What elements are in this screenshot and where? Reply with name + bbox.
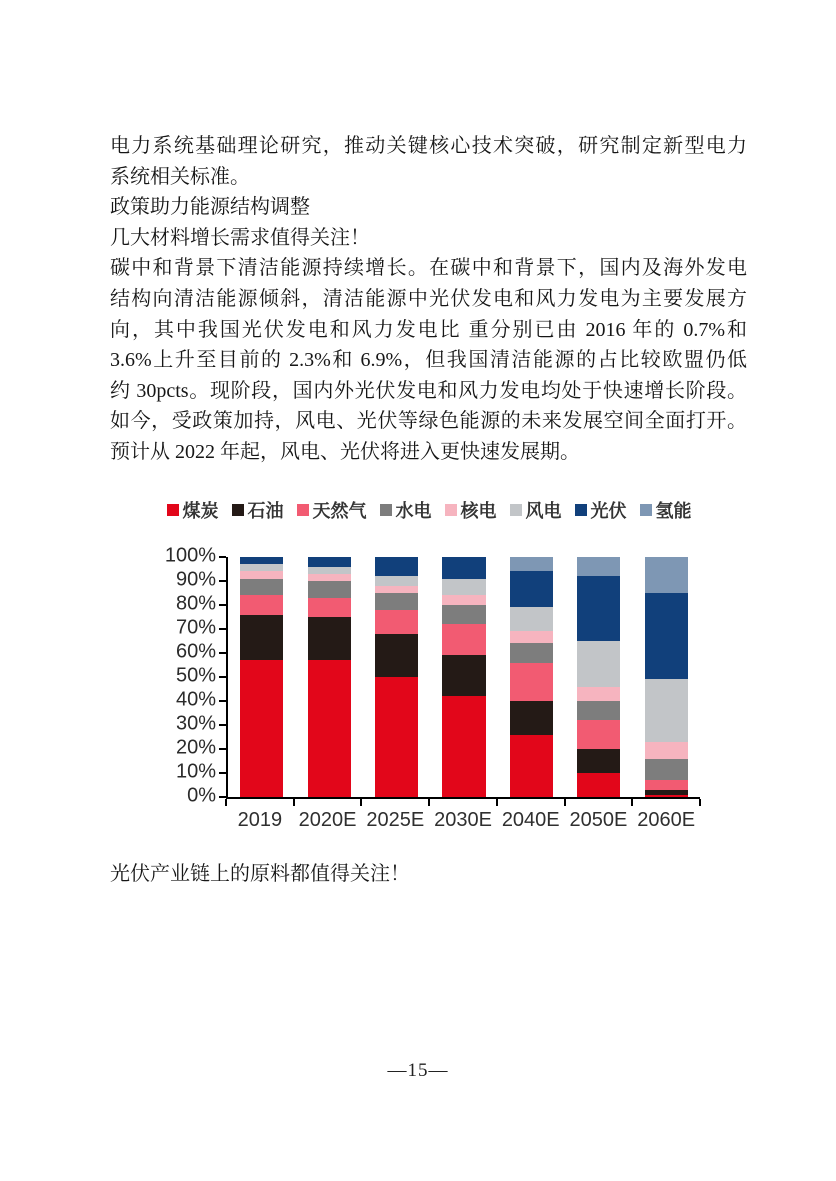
y-tick-label: 30%: [175, 712, 216, 735]
segment-solar-pv-2050E: [577, 576, 620, 641]
segment-wind-2040E: [510, 607, 553, 631]
legend-label-wind: 风电: [525, 501, 562, 521]
x-tick-label-2020E: 2020E: [298, 809, 357, 831]
segment-coal-2040E: [510, 735, 553, 797]
y-tick-mark: [219, 676, 226, 678]
segment-oil-2030E: [442, 655, 485, 696]
legend-item-nuclear: [445, 497, 497, 523]
segment-nuclear-2020E: [308, 574, 351, 581]
legend-swatch-hydrogen: [640, 504, 652, 516]
below-chart-note: 光伏产业链上的原料都值得关注！: [110, 863, 410, 885]
x-tick-mark: [428, 799, 430, 806]
segment-wind-2019: [240, 564, 283, 571]
segment-coal-2025E: [375, 677, 418, 797]
y-tick-mark: [219, 748, 226, 750]
y-tick-mark: [219, 700, 226, 702]
x-axis-labels: [226, 806, 700, 832]
bar-slot-2030E: [430, 557, 497, 797]
segment-natural-gas-2050E: [577, 720, 620, 749]
plot-area: [226, 557, 700, 799]
segment-coal-2050E: [577, 773, 620, 797]
stacked-bar-2060E: [645, 557, 688, 797]
segment-natural-gas-2020E: [308, 598, 351, 617]
body-text: [110, 131, 747, 468]
segment-hydrogen-2060E: [645, 557, 688, 593]
legend-swatch-oil: [232, 504, 244, 516]
legend-label-solar-pv: 光伏: [590, 501, 627, 521]
segment-nuclear-2019: [240, 571, 283, 578]
x-tick-label-2025E: 2025E: [366, 809, 425, 831]
y-tick-label: 10%: [175, 760, 216, 783]
y-tick-mark: [219, 724, 226, 726]
body-text-line: 向，其中我国光伏发电和风力发电比 重分别已由 2016 年的 0.7%和: [110, 318, 747, 341]
chart-legend: [158, 497, 700, 523]
stacked-bar-2019: [240, 557, 283, 797]
stacked-bar-2025E: [375, 557, 418, 797]
stacked-bar-2020E: [308, 557, 351, 797]
segment-solar-pv-2025E: [375, 557, 418, 576]
segment-natural-gas-2040E: [510, 663, 553, 701]
legend-item-natural-gas: [297, 497, 367, 523]
segment-nuclear-2040E: [510, 631, 553, 643]
stacked-bar-2030E: [442, 557, 485, 797]
segment-oil-2050E: [577, 749, 620, 773]
page-number: —15—: [387, 1060, 449, 1081]
y-axis: [158, 544, 226, 807]
legend-swatch-nuclear: [445, 504, 457, 516]
segment-solar-pv-2020E: [308, 557, 351, 567]
segment-nuclear-2060E: [645, 742, 688, 759]
stacked-bar-2050E: [577, 557, 620, 797]
segment-solar-pv-2019: [240, 557, 283, 564]
x-tick-label-2050E: 2050E: [569, 809, 628, 831]
segment-hydro-2019: [240, 579, 283, 596]
segment-hydro-2020E: [308, 581, 351, 598]
stacked-bar-2040E: [510, 557, 553, 797]
segment-coal-2030E: [442, 696, 485, 797]
x-tick-mark: [699, 799, 701, 806]
segment-hydro-2030E: [442, 605, 485, 624]
y-tick-mark: [219, 580, 226, 582]
segment-hydrogen-2050E: [577, 557, 620, 576]
bar-slot-2025E: [363, 557, 430, 797]
subheading-materials: 几大材料增长需求值得关注！: [110, 226, 370, 249]
x-tick-label-2060E: 2060E: [637, 809, 696, 831]
legend-label-coal: 煤炭: [182, 501, 219, 521]
body-text-line: 系统相关标准。: [110, 165, 250, 188]
x-tick-label-2019: 2019: [237, 809, 283, 831]
energy-structure-stacked-bar-chart: [158, 497, 700, 832]
segment-wind-2030E: [442, 579, 485, 596]
y-tick-mark: [219, 628, 226, 630]
segment-hydro-2060E: [645, 759, 688, 781]
legend-swatch-natural-gas: [297, 504, 309, 516]
legend-swatch-coal: [167, 504, 179, 516]
segment-solar-pv-2040E: [510, 571, 553, 607]
legend-label-nuclear: 核电: [460, 501, 497, 521]
segment-oil-2025E: [375, 634, 418, 677]
y-tick-label: 20%: [175, 736, 216, 759]
y-tick-label: 60%: [175, 640, 216, 663]
segment-solar-pv-2030E: [442, 557, 485, 579]
x-tick-label-2030E: 2030E: [434, 809, 492, 831]
x-tick-mark: [496, 799, 498, 806]
x-tick-label-2040E: 2040E: [501, 809, 560, 831]
segment-coal-2020E: [308, 660, 351, 797]
segment-wind-2020E: [308, 567, 351, 574]
y-tick-label: 50%: [175, 664, 216, 687]
x-tick-mark: [225, 799, 227, 806]
y-tick-label: 40%: [175, 688, 216, 711]
segment-hydro-2040E: [510, 643, 553, 662]
body-text-line: 碳中和背景下清洁能源持续增长。在碳中和背景下，国内及海外发电: [110, 257, 747, 280]
segment-natural-gas-2019: [240, 595, 283, 614]
y-tick-label: 100%: [164, 544, 216, 567]
bar-slot-2050E: [565, 557, 632, 797]
legend-swatch-solar-pv: [575, 504, 587, 516]
legend-item-wind: [510, 497, 562, 523]
legend-item-hydro: [380, 497, 432, 523]
bar-slot-2019: [228, 557, 295, 797]
segment-natural-gas-2030E: [442, 624, 485, 655]
segment-natural-gas-2025E: [375, 610, 418, 634]
segment-hydro-2025E: [375, 593, 418, 610]
y-tick-mark: [219, 772, 226, 774]
subheading-policy: 政策助力能源结构调整: [110, 196, 310, 219]
segment-nuclear-2030E: [442, 595, 485, 605]
segment-oil-2040E: [510, 701, 553, 735]
legend-label-hydrogen: 氢能: [655, 501, 692, 521]
body-text-line: 结构向清洁能源倾斜，清洁能源中光伏发电和风力发电为主要发展方: [110, 287, 747, 310]
legend-swatch-hydro: [380, 504, 392, 516]
x-tick-mark: [564, 799, 566, 806]
segment-natural-gas-2060E: [645, 780, 688, 790]
bar-slot-2040E: [498, 557, 565, 797]
legend-item-hydrogen: [640, 497, 692, 523]
body-text-line: 约 30pcts。现阶段，国内外光伏发电和风力发电均处于快速增长阶段。: [110, 379, 747, 402]
segment-wind-2060E: [645, 679, 688, 741]
legend-label-oil: 石油: [247, 501, 284, 521]
legend-label-hydro: 水电: [395, 501, 432, 521]
body-text-line: 如今，受政策加持，风电、光伏等绿色能源的未来发展空间全面打开。: [110, 410, 747, 433]
y-tick-label: 70%: [175, 616, 216, 639]
segment-oil-2019: [240, 615, 283, 661]
segment-nuclear-2050E: [577, 687, 620, 701]
segment-coal-2019: [240, 660, 283, 797]
legend-swatch-wind: [510, 504, 522, 516]
y-tick-mark: [219, 796, 226, 798]
legend-item-oil: [232, 497, 284, 523]
y-tick-mark: [219, 652, 226, 654]
y-tick-label: 90%: [175, 568, 216, 591]
segment-wind-2025E: [375, 576, 418, 586]
legend-item-solar-pv: [575, 497, 627, 523]
legend-label-natural-gas: 天然气: [312, 501, 367, 521]
x-tick-mark: [631, 799, 633, 806]
segment-hydro-2050E: [577, 701, 620, 720]
segment-hydrogen-2040E: [510, 557, 553, 571]
segment-oil-2020E: [308, 617, 351, 660]
x-axis-ticks: [226, 799, 700, 806]
y-tick-mark: [219, 604, 226, 606]
bar-slot-2020E: [295, 557, 362, 797]
y-tick-label: 0%: [187, 784, 216, 807]
x-tick-mark: [293, 799, 295, 806]
segment-wind-2050E: [577, 641, 620, 687]
segment-nuclear-2025E: [375, 586, 418, 593]
segment-coal-2060E: [645, 795, 688, 797]
legend-item-coal: [167, 497, 219, 523]
segment-solar-pv-2060E: [645, 593, 688, 679]
body-text-line: 电力系统基础理论研究，推动关键核心技术突破，研究制定新型电力: [110, 135, 747, 157]
bar-slot-2060E: [633, 557, 700, 797]
y-tick-mark: [219, 556, 226, 558]
body-text-line: 3.6%上升至目前的 2.3%和 6.9%，但我国清洁能源的占比较欧盟仍低: [110, 349, 747, 372]
body-text-line: 预计从 2022 年起，风电、光伏将进入更快速发展期。: [110, 440, 580, 463]
y-tick-label: 80%: [175, 592, 216, 615]
x-tick-mark: [360, 799, 362, 806]
